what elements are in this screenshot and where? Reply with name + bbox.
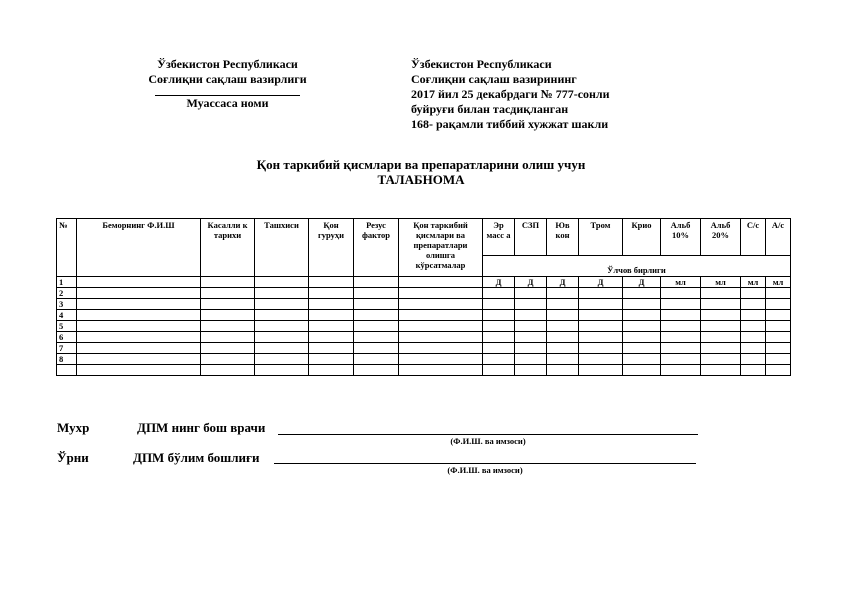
table-cell[interactable] [354,343,399,354]
table-cell[interactable] [701,365,741,376]
cell-patient-name[interactable] [77,277,201,288]
table-cell[interactable] [579,332,623,343]
table-cell[interactable] [741,299,766,310]
table-cell[interactable] [766,321,791,332]
header-right-line5: 168- рақамли тиббий хужжат шакли [411,117,609,131]
header-number: № [57,219,77,277]
table-cell[interactable] [255,310,309,321]
table-row [57,321,791,332]
table-cell[interactable] [354,288,399,299]
table-cell[interactable] [201,321,255,332]
table-row [57,343,791,354]
table-cell[interactable] [579,288,623,299]
table-cell[interactable] [623,299,661,310]
row-number [57,365,77,376]
table-cell[interactable] [309,299,354,310]
table-cell[interactable] [579,321,623,332]
table-cell[interactable] [354,365,399,376]
unit-cell: мл [661,277,701,288]
row-number: 6 [57,332,77,343]
table-cell[interactable] [741,354,766,365]
table-cell[interactable] [766,332,791,343]
table-cell[interactable] [483,343,515,354]
cell-rhesus[interactable] [354,277,399,288]
header-indications: Қон таркибий қисмлари ва препаратлари олишга кўрсатмалар [399,219,483,277]
table-cell[interactable] [579,365,623,376]
table-cell[interactable] [201,343,255,354]
table-cell[interactable] [309,343,354,354]
table-cell[interactable] [201,354,255,365]
header-trom: Тром [579,219,623,256]
table-cell[interactable] [661,365,701,376]
table-cell[interactable] [741,365,766,376]
header-krio: Крио [623,219,661,256]
row-number: 3 [57,299,77,310]
header-er-mass: Эр масс а [483,219,515,256]
table-cell[interactable] [547,354,579,365]
unit-cell: мл [766,277,791,288]
header-alb20: Альб 20% [701,219,741,256]
header-ac: А/с [766,219,791,256]
chief-signature-note: (Ф.И.Ш. ва имзоси) [450,436,526,446]
header-szp: СЗП [515,219,547,256]
unit-cell: Д [547,277,579,288]
table-cell[interactable] [579,354,623,365]
header-alb10: Альб 10% [661,219,701,256]
table-cell[interactable] [483,310,515,321]
header-right-line4: буйруғи билан тасдиқланган [411,102,569,116]
table-cell[interactable] [623,343,661,354]
header-rhesus: Резус фактор [354,219,399,277]
table-cell[interactable] [515,332,547,343]
table-row [57,288,791,299]
table-cell[interactable] [579,310,623,321]
document-title-line2: ТАЛАБНОМА [377,172,465,187]
table-cell[interactable] [77,299,201,310]
table-cell[interactable] [255,365,309,376]
table-cell[interactable] [354,310,399,321]
header-left [130,57,325,111]
stamp-label: Мухр [57,420,90,435]
table-cell[interactable] [623,321,661,332]
table-cell[interactable] [661,332,701,343]
table-cell[interactable] [77,321,201,332]
table-cell[interactable] [309,310,354,321]
unit-cell: Д [623,277,661,288]
header-diagnosis: Ташхиси [255,219,309,277]
table-cell[interactable] [661,321,701,332]
institution-name-caption: Муассаса номи [186,96,269,110]
cell-blood-group[interactable] [309,277,354,288]
unit-cell: Д [579,277,623,288]
table-cell[interactable] [515,321,547,332]
row-number: 2 [57,288,77,299]
table-cell[interactable] [77,310,201,321]
header-blood-group: Қон гуруҳи [309,219,354,277]
table-cell[interactable] [623,354,661,365]
table-cell[interactable] [661,343,701,354]
table-cell[interactable] [766,299,791,310]
table-cell[interactable] [399,310,483,321]
table-cell[interactable] [354,332,399,343]
table-cell[interactable] [309,332,354,343]
table-cell[interactable] [515,288,547,299]
header-right-line1: Ўзбекистон Республикаси [411,57,552,71]
table-cell[interactable] [547,332,579,343]
table-cell[interactable] [255,354,309,365]
head-signature-line[interactable] [274,463,696,464]
header-right [411,57,711,132]
unit-cell: мл [741,277,766,288]
head-signature-note: (Ф.И.Ш. ва имзоси) [447,465,523,475]
table-cell[interactable] [309,365,354,376]
table-cell[interactable] [766,365,791,376]
table-cell[interactable] [547,299,579,310]
header-left-line2: Соғлиқни сақлаш вазирлиги [148,72,307,86]
table-cell[interactable] [547,321,579,332]
table-cell[interactable] [547,343,579,354]
table-cell[interactable] [701,299,741,310]
row-number: 7 [57,343,77,354]
table-cell[interactable] [701,310,741,321]
chief-signature-line[interactable] [278,434,698,435]
table-cell[interactable] [579,343,623,354]
table-cell[interactable] [201,365,255,376]
table-cell[interactable] [741,332,766,343]
table-cell[interactable] [623,288,661,299]
table-cell[interactable] [399,288,483,299]
table-cell[interactable] [354,321,399,332]
table-cell[interactable] [661,310,701,321]
table-cell[interactable] [623,310,661,321]
table-cell[interactable] [399,321,483,332]
table-cell[interactable] [515,299,547,310]
table-cell[interactable] [623,365,661,376]
table-cell[interactable] [766,354,791,365]
table-cell[interactable] [483,299,515,310]
table-cell[interactable] [483,288,515,299]
unit-cell: Д [515,277,547,288]
table-cell[interactable] [255,343,309,354]
table-cell[interactable] [661,299,701,310]
table-cell[interactable] [201,299,255,310]
table-cell[interactable] [741,321,766,332]
cell-diagnosis[interactable] [255,277,309,288]
table-cell[interactable] [741,310,766,321]
table-cell[interactable] [399,343,483,354]
table-cell[interactable] [515,354,547,365]
table-cell[interactable] [766,310,791,321]
department-head-label: ДПМ бўлим бошлиғи [133,450,260,465]
header-case-history: Касалли к тарихи [201,219,255,277]
table-cell[interactable] [354,299,399,310]
table-cell[interactable] [661,354,701,365]
unit-cell: Д [483,277,515,288]
table-cell[interactable] [623,332,661,343]
row-number: 8 [57,354,77,365]
table-cell[interactable] [255,299,309,310]
header-patient-name: Беморнинг Ф.И.Ш [77,219,201,277]
table-cell[interactable] [399,354,483,365]
seal-label: Ўрни [57,450,89,465]
table-cell[interactable] [309,321,354,332]
cell-case-history[interactable] [201,277,255,288]
table-cell[interactable] [661,288,701,299]
header-right-line2: Соғлиқни сақлаш вазирининг [411,72,577,86]
request-table [56,218,791,376]
table-cell[interactable] [77,354,201,365]
cell-indications[interactable] [399,277,483,288]
row-number: 5 [57,321,77,332]
table-cell[interactable] [579,299,623,310]
table-cell[interactable] [701,354,741,365]
table-cell[interactable] [77,288,201,299]
table-cell[interactable] [483,354,515,365]
table-cell[interactable] [255,321,309,332]
table-cell[interactable] [309,288,354,299]
table-cell[interactable] [701,321,741,332]
table-cell[interactable] [741,343,766,354]
table-cell[interactable] [201,288,255,299]
table-cell[interactable] [483,321,515,332]
table-cell[interactable] [766,343,791,354]
chief-doctor-label: ДПМ нинг бош врачи [137,420,266,435]
table-row [57,310,791,321]
table-cell[interactable] [77,365,201,376]
row-number: 1 [57,277,77,288]
table-cell[interactable] [766,288,791,299]
table-cell[interactable] [77,343,201,354]
table-cell[interactable] [483,365,515,376]
table-row [57,332,791,343]
table-cell[interactable] [547,288,579,299]
table-cell[interactable] [201,332,255,343]
table-row [57,299,791,310]
table-header-row [57,219,791,256]
table-row [57,277,791,288]
table-cell[interactable] [483,332,515,343]
header-cc: С/с [741,219,766,256]
table-row [57,354,791,365]
unit-cell: мл [701,277,741,288]
table-cell[interactable] [547,310,579,321]
table-cell[interactable] [547,365,579,376]
table-cell[interactable] [515,310,547,321]
table-cell[interactable] [701,332,741,343]
table-cell[interactable] [201,310,255,321]
header-washed: Юв кон [547,219,579,256]
table-cell[interactable] [354,354,399,365]
table-cell[interactable] [399,365,483,376]
table-cell[interactable] [515,343,547,354]
table-cell[interactable] [701,343,741,354]
table-cell[interactable] [701,288,741,299]
unit-caption: Ўлчов бирлиги [483,256,791,277]
table-cell[interactable] [255,288,309,299]
table-cell[interactable] [399,332,483,343]
row-number: 4 [57,310,77,321]
table-cell[interactable] [77,332,201,343]
table-cell[interactable] [399,299,483,310]
table-cell[interactable] [255,332,309,343]
header-right-line3: 2017 йил 25 декабрдаги № 777-сонли [411,87,610,101]
table-cell[interactable] [741,288,766,299]
document-title-line1: Қон таркибий қисмлари ва препаратларини олиш учун [256,157,586,172]
table-cell[interactable] [309,354,354,365]
table-row [57,365,791,376]
header-left-line1: Ўзбекистон Республикаси [157,57,298,71]
table-cell[interactable] [515,365,547,376]
